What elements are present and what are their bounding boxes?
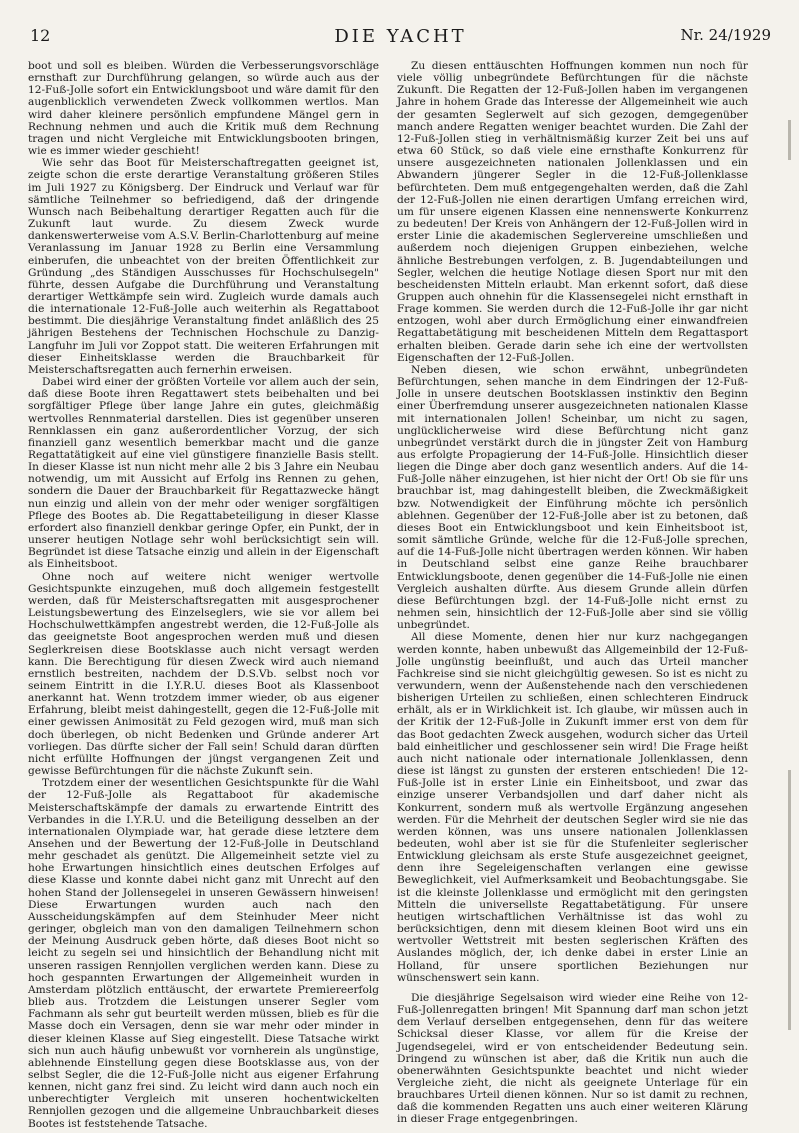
paragraph: Wie sehr das Boot für Meisterschaftregatten geeignet ist, zeigte schon die erste derartige Veranstaltung größeren Stiles im Juli 1927 zu Königsberg. Der Eindruck und Verlauf war für sämtliche Teilnehmer so befriedigend, daß der dringende Wunsch nach Beibehaltung derartiger Regatten auch für die Zukunft laut wurde. Zu diesem Zweck wurde dankenswerterweise vom A.S.V. Berlin-Charlottenburg auf meine Veranlassung im Januar 1928 zu Berlin eine Versammlung einberufen, die unbeachtet von der breiten Öffentlichkeit zur Gründung „des Ständigen Ausschusses für Hochschulsegeln" führte, dessen Aufgabe die Durchführung und Veranstaltung derartiger Wettkämpfe sein wird. Zugleich wurde damals auch die internationale 12-Fuß-Jolle auch weiterhin als Regattaboot bestimmt. Die diesjährige Veranstaltung findet anläßlich des 25 jährigen Bestehens der Technischen Hochschule zu Danzig-Langfuhr im Juli vor Zoppot statt. Die weiteren Erfahrungen mit dieser Einheitsklasse werden die Brauchbarkeit für Meisterschaftsregatten auch fernerhin erweisen. xyxy=(28,157,379,376)
paragraph: All diese Momente, denen hier nur kurz nachgegangen werden konnte, haben unbewußt das Allgemeinbild der 12-Fuß-Jolle ungünstig beeinflußt, und auch das Urteil mancher Fachkreise sind sie nicht gleichgültig gewesen. So ist es nicht zu verwundern, wenn der Außenstehende nach den verschiedenen bisherigen Urteilen zu schließen, einen schlechteren Eindruck erhält, als er in Wirklichkeit ist. Ich glaube, wir müssen auch in der Kritik der 12-Fuß-Jolle in Zukunft immer erst von dem für das Boot gedachten Zweck ausgehen, wodurch sicher das Urteil bald einheitlicher und geschlossener sein wird! Die Frage heißt auch nicht nationale oder internationale Jollenklassen, denn diese ist längst zu gunsten der ersteren entschieden! Die 12-Fuß-Jolle ist in erster Linie ein Einheitsboot, und zwar das einzige unserer Verbandsjollen und darf daher nicht als Konkurrent, sondern muß als wertvolle Ergänzung angesehen werden. Für die Mehrheit der deutschen Segler wird sie nie das werden können, was uns unsere nationalen Jollenklassen bedeuten, wohl aber ist sie für die Stufenleiter seglerischer Entwicklung gleichsam als erste Stufe ausgezeichnet geeignet, denn ihre Segeleigenschaften verlangen eine gewisse Beweglichkeit, viel Aufmerksamkeit und Beobachtungsgabe. Sie ist die kleinste Jollenklasse und ermöglicht mit den geringsten Mitteln die universellste Regattabetätigung. Für unsere heutigen wirtschaftlichen Verhältnisse ist das wohl zu berücksichtigen, denn mit diesem kleinen Boot wird uns ein wertvoller Wettstreit mit besten seglerischen Kräften des Auslandes möglich, der, ich denke dabei in erster Linie an Holland, für unsere sportlichen Beziehungen nur wünschenswert sein kann. xyxy=(397,631,748,984)
issue-number: Nr. 24/1929 xyxy=(680,26,771,44)
right-column xyxy=(397,60,748,1126)
scan-edge-mark xyxy=(788,770,791,1030)
paragraph: Die diesjährige Segelsaison wird wieder eine Reihe von 12-Fuß-Jollenregatten bringen! Mit Spannung darf man schon jetzt dem Verlauf derselben entgegensehen, denn für das weitere Schicksal dieser Klasse, vor allem für die Kreise der Jugendsegelei, wird er von entscheidender Bedeutung sein. Dringend zu wünschen ist aber, daß die Kritik nun auch die obenerwähnten Gesichtspunkte beachtet und nicht wieder Vergleiche zieht, die nicht als geeignete Unterlage für ein brauchbares Urteil dienen können. Nur so ist damit zu rechnen, daß die kommenden Regatten uns auch einer weiteren Klärung in dieser Frage entgegenbringen. xyxy=(397,991,748,1126)
page-number: 12 xyxy=(30,26,51,45)
page-header xyxy=(30,26,771,52)
paragraph: Dabei wird einer der größten Vorteile vor allem auch der sein, daß diese Boote ihren Regattawert stets beibehalten und bei sorgfältiger Pflege über lange Jahre ein gutes, gleichmäßig wertvolles Rennmaterial darstellen. Dies ist gegenüber unseren Rennklassen ein ganz außerordentlicher Vorzug, der sich finanziell ganz wesentlich bemerkbar macht und die ganze Regattatätigkeit auf eine viel günstigere finanzielle Basis stellt. In dieser Klasse ist nun nicht mehr alle 2 bis 3 Jahre ein Neubau notwendig, um mit Aussicht auf Erfolg ins Rennen zu gehen, sondern die Dauer der Brauchbarkeit für Regattazwecke hängt nun einzig und allein von der mehr oder weniger sorgfältigen Pflege des Bootes ab. Die Regattabeteiligung in dieser Klasse erfordert also finanziell denkbar geringe Opfer, ein Punkt, der in unserer heutigen Notlage sehr wohl berücksichtigt sein will. Begründet ist diese Tatsache einzig und allein in der Eigenschaft als Einheitsboot. xyxy=(28,376,379,571)
paragraph: Zu diesen enttäuschten Hoffnungen kommen nun noch für viele völlig unbegründete Befürchtungen für die nächste Zukunft. Die Regatten der 12-Fuß-Jollen haben im vergangenen Jahre in hohem Grade das Interesse der Allgemeinheit wie auch der gesamten Seglerwelt auf sich gezogen, demgegenüber manch andere Regatten weniger beachtet wurden. Die Zahl der 12-Fuß-Jollen stieg in verhältnismäßig kurzer Zeit bei uns auf etwa 60 Stück, so daß viele eine ernsthafte Konkurrenz für unsere ausgezeichneten nationalen Jollenklassen und ein Abwandern jüngerer Segler in die 12-Fuß-Jollenklasse befürchteten. Dem muß entgegengehalten werden, daß die Zahl der 12-Fuß-Jollen nie einen derartigen Umfang erreichen wird, um für unsere eigenen Klassen eine nennenswerte Konkurrenz zu bedeuten! Der Kreis von Anhängern der 12-Fuß-Jollen wird in erster Linie die akademischen Seglervereine umschließen und außerdem noch diejenigen Gruppen einbeziehen, welche ähnliche Bestrebungen verfolgen, z. B. Jugendabteilungen und Segler, welchen die heutige Notlage diesen Sport nur mit den bescheidensten Mitteln erlaubt. Man erkennt sofort, daß diese Gruppen auch ohnehin für die Klassensegelei nicht ernsthaft in Frage kommen. Sie werden durch die 12-Fuß-Jolle ihr gar nicht entzogen, wohl aber durch Ermöglichung einer einwandfreien Regattabetätigung mit bescheidenen Mitteln dem Regattasport erhalten bleiben. Gerade darin sehe ich eine der wertvollsten Eigenschaften der 12-Fuß-Jollen. xyxy=(397,60,748,364)
paragraph: Neben diesen, wie schon erwähnt, unbegründeten Befürchtungen, sehen manche in dem Eindringen der 12-Fuß-Jolle in unsere deutschen Bootsklassen instinktiv den Beginn einer Überfremdung unserer ausgezeichneten nationalen Klasse mit internationalen Jollen! Scheinbar, um nicht zu sagen, unglücklicherweise wird diese Befürchtung nicht ganz unbegründet verstärkt durch die in jüngster Zeit von Hamburg aus erfolgte Propagierung der 14-Fuß-Jolle. Hinsichtlich dieser liegen die Dinge aber doch ganz wesentlich anders. Auf die 14-Fuß-Jolle näher einzugehen, ist hier nicht der Ort! Ob sie für uns brauchbar ist, mag dahingestellt bleiben, die Zweckmäßigkeit bzw. Notwendigkeit der Einführung möchte ich persönlich ablehnen. Gegenüber der 12-Fuß-Jolle aber ist zu betonen, daß dieses Boot ein Entwicklungsboot und kein Einheitsboot ist, somit sämtliche Gründe, welche für die 12-Fuß-Jolle sprechen, auf die 14-Fuß-Jolle nicht übertragen werden können. Wir haben in Deutschland selbst eine ganze Reihe brauchbarer Entwicklungsboote, denen gegenüber die 14-Fuß-Jolle nie einen Vergleich aushalten dürfte. Aus diesem Grunde allein dürfen diese Befürchtungen bzgl. der 14-Fuß-Jolle nicht ernst zu nehmen sein, hinsichtlich der 12-Fuß-Jolle aber sind sie völlig unbegründet. xyxy=(397,363,748,632)
paragraph: boot und soll es bleiben. Würden die Verbesserungsvorschläge ernsthaft zur Durchführung gelangen, so würde auch aus der 12-Fuß-Jolle sofort ein Entwicklungsboot und wäre damit für den augenblicklich verwendeten Zweck vollkommen wertlos. Man wird daher kleinere persönlich empfundene Mängel gern in Rechnung nehmen und auch die Kritik muß dem Rechnung tragen und nicht Vergleiche mit Entwicklungsbooten bringen, wie es immer wieder geschieht! xyxy=(28,60,379,158)
journal-title: DIE YACHT xyxy=(334,26,467,47)
scan-edge-mark xyxy=(788,120,791,160)
paragraph: Ohne noch auf weitere nicht weniger wertvolle Gesichtspunkte einzugehen, muß doch allgemein festgestellt werden, daß für Meisterschaftsregatten mit ausgesprochener Leistungsbewertung des Einzelseglers, wie sie vor allem bei Hochschulwettkämpfen angestrebt werden, die 12-Fuß-Jolle als das geeignetste Boot angesprochen werden muß und diesen Seglerkreisen diese Bootsklasse auch nicht versagt werden kann. Die Berechtigung für diesen Zweck wird auch niemand ernstlich bestreiten, nachdem der D.S.Vb. selbst noch vor seinem Eintritt in die I.Y.R.U. dieses Boot als Klassenboot anerkannt hat. Wenn trotzdem immer wieder, ob aus eigener Erfahrung, bleibt meist dahingestellt, gegen die 12-Fuß-Jolle mit einer gewissen Animosität zu Feld gezogen wird, muß man sich doch überlegen, ob nicht Bedenken und Gründe anderer Art vorliegen. Das dürfte sicher der Fall sein! Schuld daran dürften nicht erfüllte Hoffnungen der jüngst vergangenen Zeit und gewisse Befürchtungen für die nächste Zukunft sein. xyxy=(28,570,379,778)
paragraph: Trotzdem einer der wesentlichen Gesichtspunkte für die Wahl der 12-Fuß-Jolle als Regattaboot für akademische Meisterschaftskämpfe der damals zu erwartende Eintritt des Verbandes in die I.Y.R.U. und die Beteiligung desselben an der internationalen Olympiade war, hat gerade diese letztere dem Ansehen und der Bewertung der 12-Fuß-Jolle in Deutschland mehr geschadet als genützt. Die Allgemeinheit setzte viel zu hohe Erwartungen hinsichtlich eines deutschen Erfolges auf diese Klasse und konnte dabei nicht ganz mit Unrecht auf den hohen Stand der Jollensegelei in unseren Gewässern hinweisen! Diese Erwartungen wurden auch nach den Ausscheidungskämpfen auf dem Steinhuder Meer nicht geringer, obgleich man von den damaligen Teilnehmern schon der Meinung Ausdruck geben hörte, daß dieses Boot nicht so leicht zu segeln sei und hinsichtlich der Behandlung nicht mit unseren rassigen Rennjollen verglichen werden kann. Diese zu hoch gespannten Erwartungen der Allgemeinheit wurden in Amsterdam plötzlich enttäuscht, der erwartete Premiereerfolg blieb aus. Trotzdem die Leistungen unserer Segler vom Fachmann als sehr gut beurteilt werden müssen, blieb es für die Masse doch ein Versagen, denn sie war mehr oder minder in dieser kleinen Klasse auf Sieg eingestellt. Diese Tatsache wirkt sich nun auch häufig unbewußt vor vornherein als ungünstige, ablehnende Einstellung gegen diese Bootsklasse aus, von der selbst Segler, die die 12-Fuß-Jolle nicht aus eigener Erfahrung kennen, nicht ganz frei sind. Zu leicht wird dann auch noch ein unberechtigter Vergleich mit unseren hochentwickelten Rennjollen gezogen und die allgemeine Unbrauchbarkeit dieses Bootes ist feststehende Tatsache. xyxy=(28,777,379,1130)
left-column xyxy=(28,60,379,1130)
